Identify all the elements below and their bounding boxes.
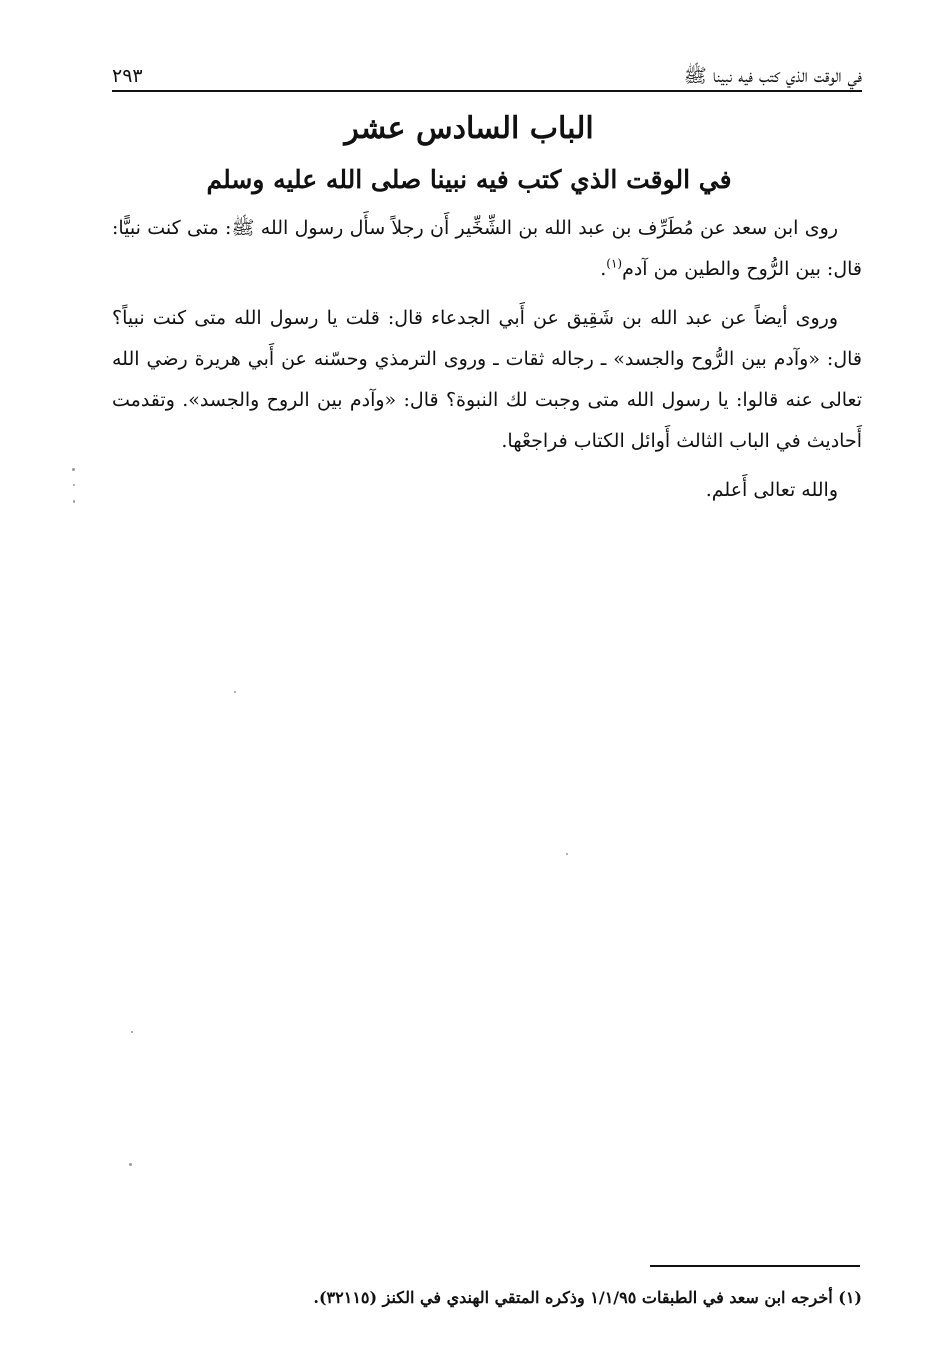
- scan-speck: [73, 484, 75, 486]
- page-number: ٢٩٣: [112, 65, 143, 87]
- paragraph-1: [112, 208, 862, 290]
- chapter-subtitle: في الوقت الذي كتب فيه نبينا صلى الله عليه وسلم: [206, 165, 732, 194]
- footnote-divider: [650, 1265, 860, 1267]
- paragraph-1-tail: .: [600, 258, 607, 280]
- paragraph-2: وروى أيضاً عن عبد الله بن شَقِيق عن أَبي الجدعاء قال: قلت يا رسول الله متى كنت نبياً؟ قال: «وآدم بين الرُّوح والجسد» ـ رجاله ثقات ـ وروى الترمذي وحسّنه عن أَبي هريرة رضي الله تعالى عنه قالوا: يا رسول الله متى وجبت لك النبوة؟ قال: «وآدم بين الروح والجسد». وتقدمت أَحاديث في الباب الثالث أَوائل الكتاب فراجعْها.: [112, 307, 862, 452]
- scan-speck: [72, 468, 75, 471]
- paragraph-1-text: روى ابن سعد عن مُطَرِّف بن عبد الله بن الشِّخِّير أَن رجلاً سأَل رسول الله ﷺ: متى كنت نبيًّا: قال: بين الرُّوح والطين من آدم: [112, 217, 862, 280]
- body-text: [112, 208, 862, 519]
- chapter-title: الباب السادس عشر: [344, 111, 594, 146]
- page-header: [112, 46, 862, 86]
- scan-speck: [131, 1031, 133, 1033]
- scan-speck: [129, 1163, 132, 1166]
- header-divider: [112, 90, 862, 92]
- footnote-marker[interactable]: (١): [606, 256, 623, 271]
- running-title: في الوقت الذي كتب فيه نبينا ﷺ: [683, 65, 862, 87]
- footnote: (١) أخرجه ابن سعد في الطبقات ١/١/٩٥ وذكره المتقي الهندي في الكنز (٣٢١١٥).: [313, 1288, 862, 1307]
- scan-speck: [234, 691, 236, 693]
- paragraph-closing: والله تعالى أَعلم.: [705, 479, 838, 501]
- scan-speck: [566, 853, 568, 855]
- scan-speck: [73, 500, 75, 503]
